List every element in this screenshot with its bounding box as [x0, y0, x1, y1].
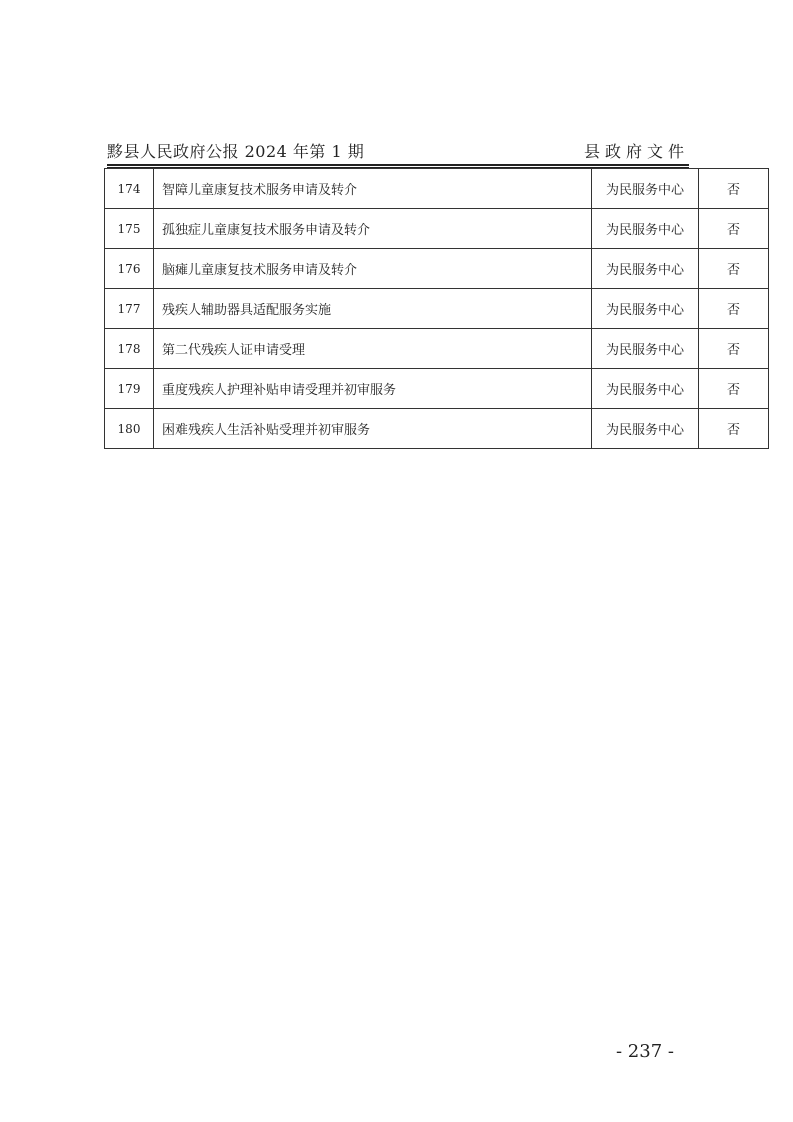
table-row [105, 209, 769, 249]
department: 为民服务中心 [592, 409, 699, 449]
row-number: 178 [105, 329, 154, 369]
section-title: 县政府文件 [583, 142, 689, 161]
service-name: 重度残疾人护理补贴申请受理并初审服务 [154, 369, 592, 409]
department: 为民服务中心 [592, 249, 699, 289]
table-row [105, 169, 769, 209]
row-number: 174 [105, 169, 154, 209]
page-number: - 237 - [616, 1041, 674, 1062]
bulletin-title: 黟县人民政府公报 2024 年第 1 期 [107, 142, 365, 161]
header-rule-thick [107, 164, 689, 166]
flag-value: 否 [699, 329, 769, 369]
department: 为民服务中心 [592, 169, 699, 209]
service-name: 困难残疾人生活补贴受理并初审服务 [154, 409, 592, 449]
flag-value: 否 [699, 209, 769, 249]
service-name: 孤独症儿童康复技术服务申请及转介 [154, 209, 592, 249]
flag-value: 否 [699, 169, 769, 209]
table-row [105, 289, 769, 329]
flag-value: 否 [699, 249, 769, 289]
flag-value: 否 [699, 369, 769, 409]
flag-value: 否 [699, 289, 769, 329]
table-row [105, 369, 769, 409]
row-number: 177 [105, 289, 154, 329]
department: 为民服务中心 [592, 289, 699, 329]
row-number: 176 [105, 249, 154, 289]
table-row [105, 329, 769, 369]
page-header [107, 141, 689, 165]
row-number: 175 [105, 209, 154, 249]
service-name: 智障儿童康复技术服务申请及转介 [154, 169, 592, 209]
service-name: 残疾人辅助器具适配服务实施 [154, 289, 592, 329]
service-name: 第二代残疾人证申请受理 [154, 329, 592, 369]
department: 为民服务中心 [592, 329, 699, 369]
table-row [105, 409, 769, 449]
table-row [105, 249, 769, 289]
flag-value: 否 [699, 409, 769, 449]
department: 为民服务中心 [592, 369, 699, 409]
service-table [104, 168, 769, 449]
row-number: 180 [105, 409, 154, 449]
service-name: 脑瘫儿童康复技术服务申请及转介 [154, 249, 592, 289]
department: 为民服务中心 [592, 209, 699, 249]
row-number: 179 [105, 369, 154, 409]
